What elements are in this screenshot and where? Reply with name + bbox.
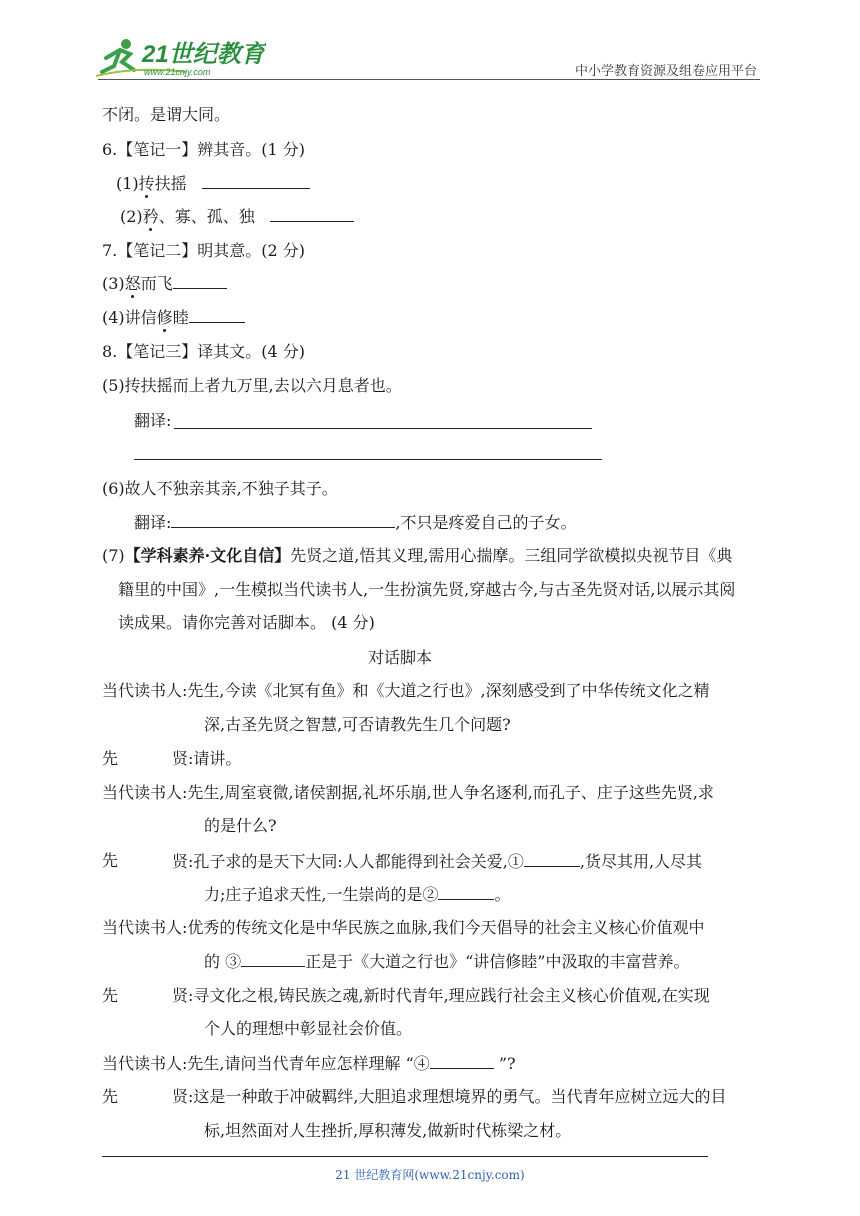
dialogue-line: 当代读书人:先生,今读《北冥有鱼》和《大道之行也》,深刻感受到了中华传统文化之精 (102, 681, 710, 700)
question-8-heading: 8.【笔记三】译其文。(4 分) (102, 342, 306, 361)
dialogue-line: 贤:请讲。 (172, 749, 242, 768)
site-logo (96, 36, 266, 80)
translation-blank[interactable] (174, 428, 592, 429)
header-platform-text: 中小学教育资源及组卷应用平台 (574, 64, 757, 79)
dialogue-line: 贤:这是一种敢于冲破羁绊,大胆追求理想境界的勇气。当代青年应树立远大的目 (172, 1087, 727, 1106)
footer-divider (102, 1156, 708, 1157)
dialogue-line: 的是什么? (204, 816, 277, 835)
question-7b-line3: 读成果。请你完善对话脚本。 (4 分) (118, 613, 375, 632)
footer-link[interactable]: 21 世纪教育网(www.21cnjy.com) (335, 1168, 525, 1182)
question-7-4: (4)讲信修睦 (102, 306, 245, 329)
answer-blank-4[interactable] (430, 1052, 494, 1069)
answer-blank-1[interactable] (524, 850, 580, 867)
answer-blank[interactable] (202, 172, 310, 189)
question-8-5: (5)抟扶摇而上者九万里,去以六月息者也。 (102, 376, 402, 395)
question-7b-line2: 籍里的中国》,一生模拟当代读书人,一生扮演先贤,穿越古今,与古圣先贤对话,以展示其阅 (118, 580, 736, 599)
question-6-1: (1)抟扶摇 (116, 172, 310, 195)
answer-blank-2[interactable] (438, 883, 494, 900)
speaker-label: 先 (102, 1087, 119, 1106)
dialogue-line: 个人的理想中彰显社会价值。 (204, 1019, 413, 1038)
script-title: 对话脚本 (368, 648, 433, 667)
subject-tag: 【学科素养·文化自信】 (124, 546, 291, 565)
answer-blank-3[interactable] (241, 950, 305, 967)
svg-text:www.21cnjy.com: www.21cnjy.com (144, 67, 211, 77)
dialogue-line: 力;庄子追求天性,一生崇尚的是② 。 (204, 885, 511, 904)
dialogue-line: 的 ③ 正是于《大道之行也》“讲信修睦”中汲取的丰富营养。 (204, 952, 690, 971)
question-7-heading: 7.【笔记二】明其意。(2 分) (102, 241, 306, 260)
answer-blank[interactable] (189, 306, 245, 323)
runner-logo-icon (96, 36, 266, 80)
header-divider (98, 79, 760, 80)
speaker-label: 先 (102, 986, 119, 1005)
text-line: 不闭。是谓大同。 (102, 105, 231, 124)
dialogue-line: 当代读书人:先生,请问当代青年应怎样理解 “④ ”? (102, 1054, 516, 1073)
svg-text:21世纪教育: 21世纪教育 (142, 41, 265, 68)
translate-label: 翻译: (134, 411, 172, 430)
question-6-heading: 6.【笔记一】辨其音。(1 分) (102, 140, 306, 159)
translation-blank-2[interactable] (134, 459, 602, 460)
translation-blank[interactable] (171, 511, 395, 528)
dialogue-line: 贤:孔子求的是天下大同:人人都能得到社会关爱,① ,货尽其用,人尽其 (172, 852, 703, 871)
speaker-label: 先 (102, 851, 119, 870)
answer-blank[interactable] (270, 205, 354, 222)
translation-6: 翻译: ,不只是疼爱自己的子女。 (134, 513, 577, 532)
answer-blank[interactable] (173, 272, 227, 289)
question-7-3: (3)怒而飞 (102, 272, 227, 295)
dialogue-line: 当代读书人:优秀的传统文化是中华民族之血脉,我们今天倡导的社会主义核心价值观中 (102, 918, 705, 937)
question-6-2: (2)矜、寡、孤、独 (120, 205, 354, 228)
dialogue-line: 深,古圣先贤之智慧,可否请教先生几个问题? (204, 715, 511, 734)
dialogue-line: 标,坦然面对人生挫折,厚积薄发,做新时代栋梁之材。 (204, 1121, 572, 1140)
question-8-6: (6)故人不独亲其亲,不独子其子。 (102, 479, 338, 498)
speaker-label: 先 (102, 749, 119, 768)
dialogue-line: 当代读书人:先生,周室衰微,诸侯割据,礼坏乐崩,世人争名逐利,而孔子、庄子这些先贤,求 (102, 783, 714, 802)
question-7b-line1: (7)【学科素养·文化自信】先贤之道,悟其义理,需用心揣摩。三组同学欲模拟央视节目《典 (102, 546, 733, 565)
dialogue-line: 贤:寻文化之根,铸民族之魂,新时代青年,理应践行社会主义核心价值观,在实现 (172, 986, 710, 1005)
